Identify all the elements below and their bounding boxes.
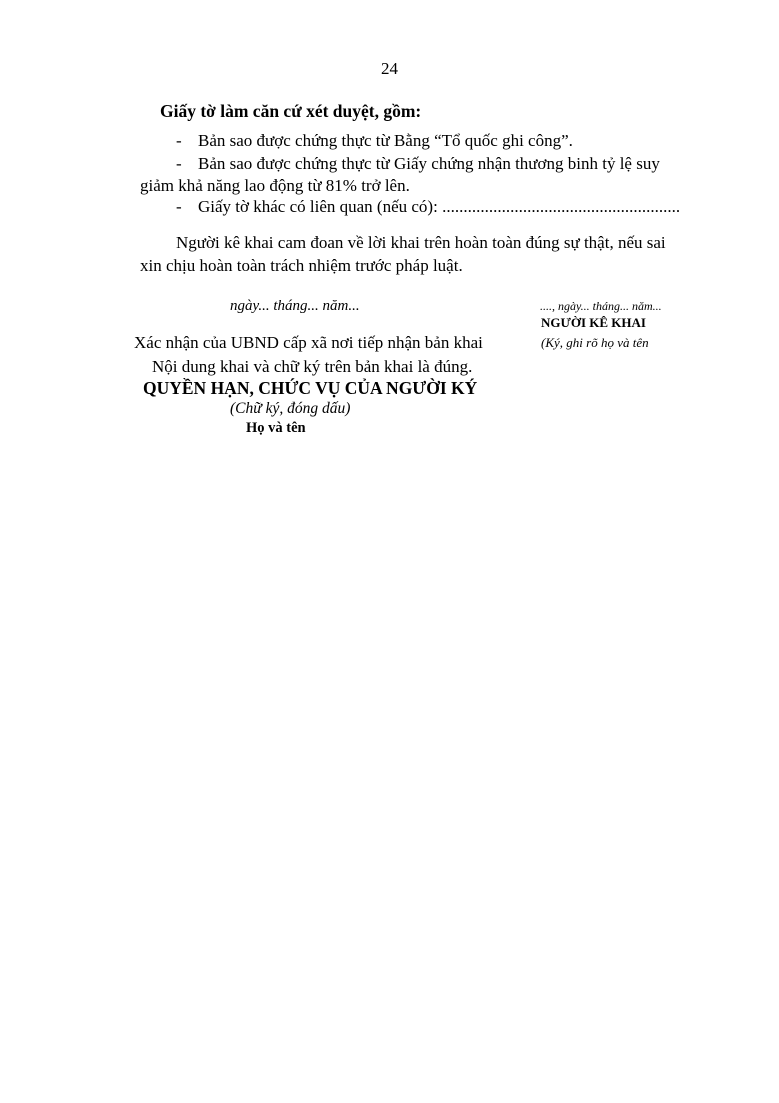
declaration-line-2: xin chịu hoàn toàn trách nhiệm trước pháp luật. (140, 256, 463, 275)
item-text: Bản sao được chứng thực từ Bằng “Tổ quốc ghi công”. (198, 131, 573, 150)
declarant-sign-note: (Ký, ghi rõ họ và tên (541, 335, 649, 350)
sign-stamp-note: (Chữ ký, đóng dấu) (230, 400, 351, 417)
document-item-1 (176, 131, 573, 151)
commune-date-line: ngày... tháng... năm... (230, 298, 360, 314)
item-dash: - (176, 131, 182, 150)
commune-confirm-line-2: Nội dung khai và chữ ký trên bản khai là đúng. (152, 357, 473, 376)
document-item-2 (176, 154, 660, 174)
item-dash: - (176, 154, 182, 173)
signer-fullname-label: Họ và tên (246, 420, 306, 436)
page-number: 24 (381, 59, 398, 78)
declarant-date-line: ...., ngày... tháng... năm... (540, 299, 662, 313)
documents-heading: Giấy tờ làm căn cứ xét duyệt, gồm: (160, 101, 422, 121)
commune-confirm-line-1: Xác nhận của UBND cấp xã nơi tiếp nhận bản khai (134, 333, 483, 352)
item-text: Giấy tờ khác có liên quan (nếu có): ........................................................ (198, 197, 681, 216)
item-text: Bản sao được chứng thực từ Giấy chứng nhận thương binh tỷ lệ suy (198, 154, 660, 173)
document-item-3 (176, 197, 680, 217)
declarant-title: NGƯỜI KÊ KHAI (541, 315, 646, 330)
signer-authority-title: QUYỀN HẠN, CHỨC VỤ CỦA NGƯỜI KÝ (143, 378, 478, 398)
declaration-line-1: Người kê khai cam đoan về lời khai trên hoàn toàn đúng sự thật, nếu sai (176, 233, 666, 252)
item-dash: - (176, 197, 182, 216)
document-item-2-continuation: giảm khả năng lao động từ 81% trở lên. (140, 176, 410, 195)
